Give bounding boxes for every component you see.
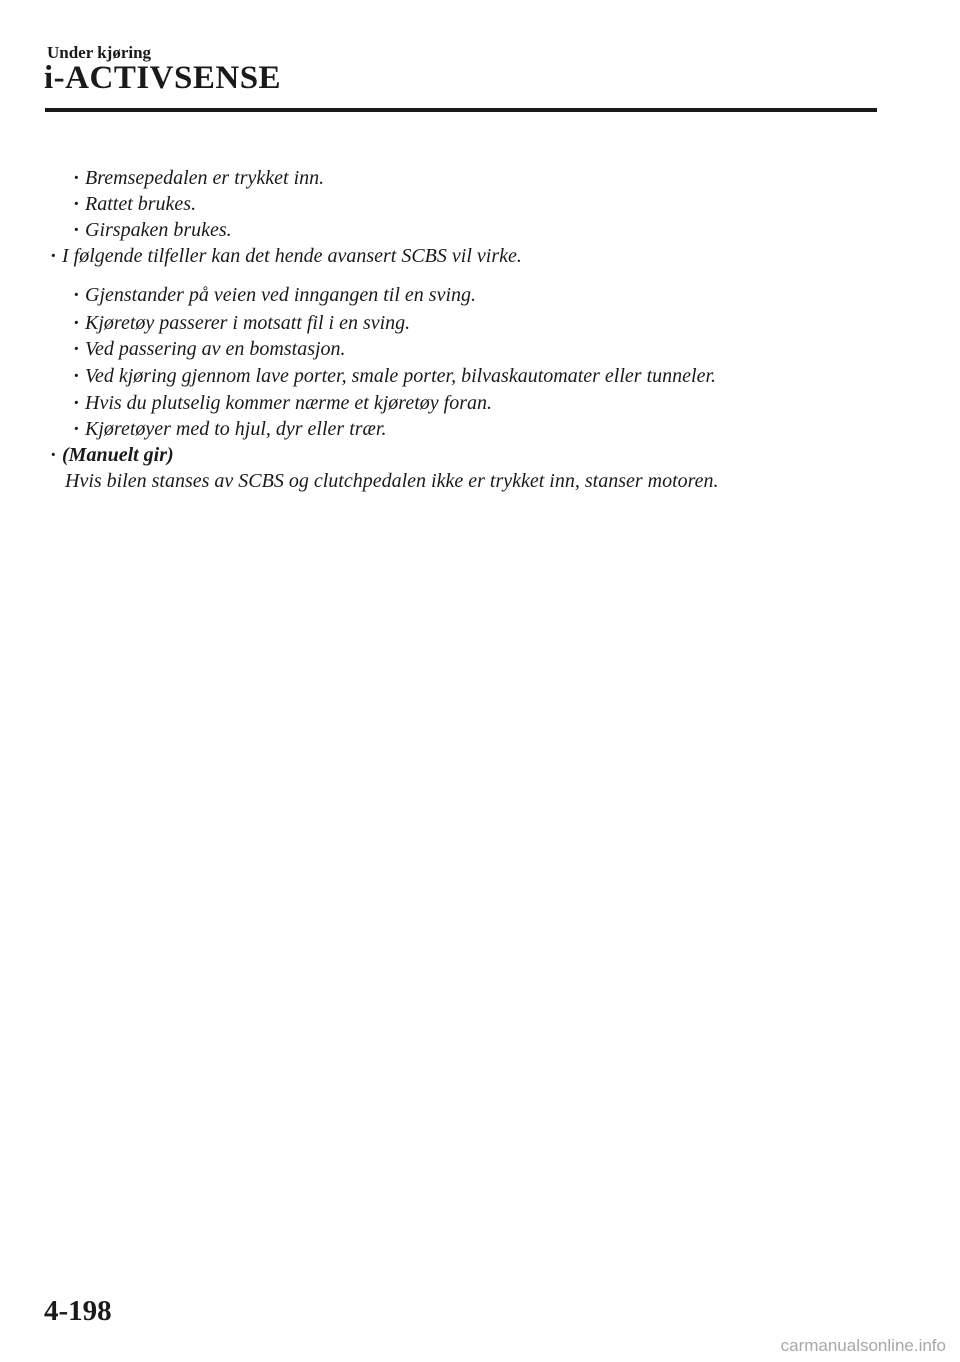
bullet-icon: · [73, 284, 80, 306]
bullet-icon: · [73, 392, 80, 414]
bullet-icon: · [73, 312, 80, 334]
page-title: i-ACTIVSENSE [44, 60, 282, 96]
section-label: Under kjøring [47, 43, 152, 62]
list-item: · Kjøretøyer med to hjul, dyr eller trær. [73, 418, 387, 440]
list-item: · Ved kjøring gjennom lave porter, smale porter, bilvaskautomater eller tunneler. [73, 365, 717, 387]
list-item: · (Manuelt gir) [50, 444, 174, 466]
bullet-icon: · [73, 167, 80, 189]
watermark: carmanualsonline.info [780, 1336, 946, 1355]
bullet-icon: · [73, 193, 80, 215]
page-number: 4-198 [44, 1295, 112, 1327]
list-item: · I følgende tilfeller kan det hende avansert SCBS vil virke. [50, 245, 522, 267]
list-item: · Ved passering av en bomstasjon. [73, 338, 346, 360]
list-item: · Bremsepedalen er trykket inn. [73, 167, 325, 189]
bullet-icon: · [50, 245, 57, 267]
list-item: · Girspaken brukes. [73, 219, 232, 241]
bullet-icon: · [73, 219, 80, 241]
list-item: · Rattet brukes. [73, 193, 197, 215]
bullet-icon: · [50, 444, 57, 466]
title-rule [45, 108, 877, 112]
bullet-icon: · [73, 418, 80, 440]
bullet-icon: · [73, 338, 80, 360]
paragraph: Hvis bilen stanses av SCBS og clutchpedalen ikke er trykket inn, stanser motoren. [65, 470, 719, 492]
bullet-icon: · [73, 365, 80, 387]
list-item: · Kjøretøy passerer i motsatt fil i en sving. [73, 312, 411, 334]
list-item: · Hvis du plutselig kommer nærme et kjøretøy foran. [73, 392, 492, 414]
list-item: · Gjenstander på veien ved inngangen til en sving. [73, 284, 477, 306]
